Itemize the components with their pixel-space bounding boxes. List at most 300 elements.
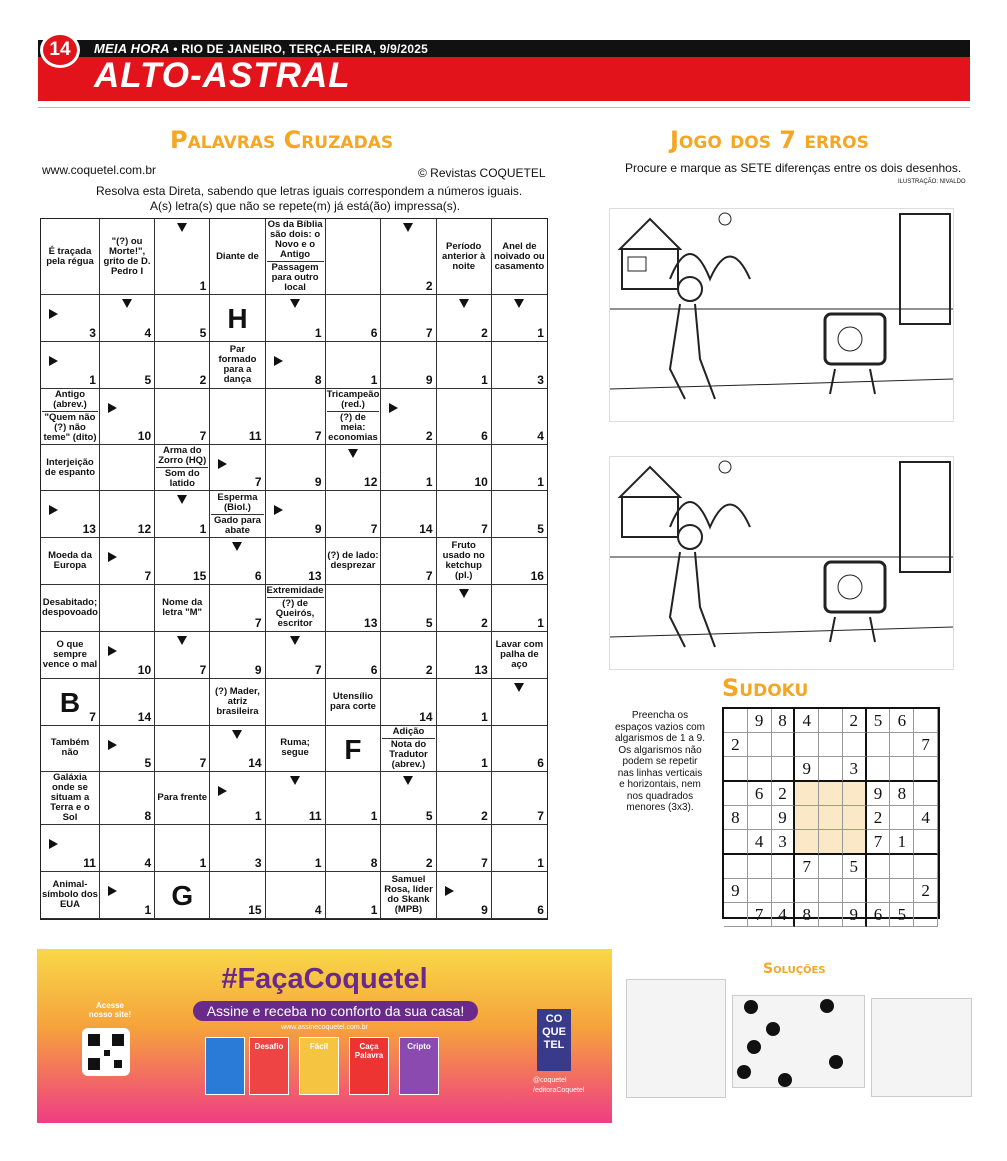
crossword-cell[interactable] <box>326 632 382 679</box>
crossword-clue <box>210 219 265 295</box>
sudoku-cell[interactable]: 6 <box>867 903 891 927</box>
sudoku-cell[interactable] <box>843 830 867 855</box>
clue-text: Utensílio para corte <box>330 690 376 712</box>
crossword-cell[interactable] <box>266 491 326 538</box>
cell-number: 13 <box>82 522 96 537</box>
crossword-cell[interactable] <box>381 679 436 726</box>
clue-text: (?) de lado: desprezar <box>327 550 379 572</box>
cell-number: 14 <box>248 756 262 771</box>
crossword-cell[interactable] <box>437 632 492 679</box>
sudoku-cell[interactable]: 6 <box>748 782 772 806</box>
cartoon-top[interactable] <box>609 208 954 422</box>
cell-number: 7 <box>314 428 322 443</box>
date-text: • RIO DE JANEIRO, TERÇA-FEIRA, 9/9/2025 <box>173 42 428 56</box>
right-arrow-icon <box>49 839 58 849</box>
sudoku-cell[interactable] <box>795 806 819 830</box>
cell-number: 10 <box>137 662 152 677</box>
crossword-cell[interactable] <box>437 445 492 492</box>
cell-number: 1 <box>370 372 378 387</box>
crossword-cell[interactable] <box>326 585 382 632</box>
cell-number: 3 <box>89 325 96 340</box>
crossword-cell[interactable] <box>326 772 382 825</box>
right-arrow-icon <box>274 505 283 515</box>
crossword-cell[interactable] <box>41 825 100 872</box>
sudoku-cell[interactable] <box>795 879 819 903</box>
sudoku-cell[interactable] <box>890 855 914 879</box>
cell-number: 1 <box>481 709 488 724</box>
crossword-clue <box>41 445 100 492</box>
crossword-cell[interactable] <box>155 632 210 679</box>
crossword-cell[interactable] <box>492 825 547 872</box>
clue-text: Extremidade <box>266 585 324 597</box>
sudoku-cell[interactable]: 9 <box>795 757 819 782</box>
crossword-clue <box>155 585 210 632</box>
sudoku-cell[interactable] <box>772 733 796 757</box>
sudoku-cell[interactable] <box>843 733 867 757</box>
sudoku-cell[interactable]: 2 <box>867 806 891 830</box>
crossword-cell[interactable] <box>100 491 155 538</box>
crossword-cell[interactable] <box>100 679 155 726</box>
sudoku-cell[interactable] <box>914 855 938 879</box>
clue-text: Esperma (Biol.) <box>217 491 258 513</box>
crossword-clue <box>155 445 210 492</box>
sudoku-cell[interactable]: 8 <box>772 709 796 733</box>
cell-number: 2 <box>425 279 433 293</box>
crossword-cell[interactable] <box>100 726 155 773</box>
crossword-cell[interactable] <box>326 726 382 773</box>
crossword-cell[interactable] <box>437 295 492 342</box>
crossword-cell[interactable] <box>155 295 210 342</box>
crossword-cell[interactable] <box>100 632 155 679</box>
sudoku-cell[interactable] <box>843 879 867 903</box>
sudoku-cell[interactable]: 4 <box>772 903 796 927</box>
crossword-cell[interactable] <box>266 679 326 726</box>
crossword-cell[interactable] <box>381 445 436 492</box>
sudoku-cell[interactable]: 6 <box>890 709 914 733</box>
sudoku-cell[interactable] <box>819 879 843 903</box>
crossword-cell[interactable] <box>210 872 265 919</box>
crossword-cell[interactable] <box>437 872 492 919</box>
magazine-cover[interactable]: Fácil <box>299 1037 339 1095</box>
sudoku-cell[interactable] <box>843 806 867 830</box>
cell-number: 2 <box>481 615 488 630</box>
sudoku-cell[interactable]: 7 <box>795 855 819 879</box>
crossword-cell[interactable] <box>210 295 265 342</box>
crossword-cell[interactable] <box>492 726 547 773</box>
ad-url[interactable]: www.assinecoquetel.com.br <box>281 1024 368 1031</box>
sudoku-cell[interactable]: 1 <box>890 830 914 855</box>
crossword-cell[interactable] <box>492 445 547 492</box>
crossword-cell[interactable] <box>155 342 210 389</box>
cell-number: 8 <box>370 856 378 871</box>
sudoku-cell[interactable]: 9 <box>724 879 748 903</box>
crossword-cell[interactable] <box>100 295 155 342</box>
sudoku-cell[interactable] <box>795 782 819 806</box>
cell-number: 5 <box>537 522 544 537</box>
crossword-cell[interactable] <box>155 726 210 773</box>
clue-text: Nota do Tradutor (abrev.) <box>389 738 428 770</box>
clue-text: Arma do Zorro (HQ) <box>158 445 207 467</box>
sudoku-cell[interactable] <box>914 757 938 782</box>
crossword-clue <box>266 219 326 295</box>
crossword-cell[interactable] <box>326 295 382 342</box>
cell-number: 12 <box>364 475 378 490</box>
coquetel-logo: CO QUE TEL <box>537 1009 571 1071</box>
social-facebook[interactable]: /editoraCoquetel <box>533 1087 585 1094</box>
sudoku-cell[interactable] <box>772 879 796 903</box>
sudoku-cell[interactable] <box>890 879 914 903</box>
right-arrow-icon <box>108 740 117 750</box>
down-arrow-icon <box>177 495 187 504</box>
crossword-cell[interactable] <box>381 772 436 825</box>
crossword-cell[interactable] <box>381 491 436 538</box>
sudoku-cell[interactable] <box>890 757 914 782</box>
cell-number: 6 <box>254 569 262 584</box>
coquetel-ad[interactable] <box>37 949 612 1123</box>
magazine-cover[interactable]: Desafio <box>249 1037 289 1095</box>
given-letter: B <box>59 686 81 718</box>
crossword-cell[interactable] <box>492 872 547 919</box>
crossword-cell[interactable] <box>100 772 155 825</box>
right-arrow-icon <box>274 356 283 366</box>
right-arrow-icon <box>389 403 398 413</box>
crossword-cell[interactable] <box>210 585 265 632</box>
sudoku-cell[interactable]: 4 <box>795 709 819 733</box>
sudoku-cell[interactable]: 4 <box>914 806 938 830</box>
cell-number: 7 <box>254 475 262 490</box>
crossword-cell[interactable] <box>210 772 265 825</box>
crossword-cell[interactable] <box>437 825 492 872</box>
crossword-cell[interactable] <box>326 491 382 538</box>
cell-number: 4 <box>537 428 544 443</box>
clue-text: Lavar com palha de aço <box>495 638 544 670</box>
crossword-cell[interactable] <box>100 872 155 919</box>
cell-number: 14 <box>137 709 152 724</box>
cell-number: 1 <box>314 325 322 340</box>
cell-number: 7 <box>199 428 207 443</box>
social-instagram[interactable]: @coquetel <box>533 1077 567 1084</box>
down-arrow-icon <box>348 449 358 458</box>
crossword-cell[interactable] <box>210 389 265 445</box>
sudoku-cell[interactable] <box>819 733 843 757</box>
crossword-clue <box>41 219 100 295</box>
crossword-cell[interactable] <box>437 726 492 773</box>
sudoku-cell[interactable] <box>914 709 938 733</box>
crossword-cell[interactable] <box>155 679 210 726</box>
sudoku-cell[interactable] <box>914 782 938 806</box>
crossword-cell[interactable] <box>492 679 547 726</box>
sudoku-cell[interactable] <box>724 855 748 879</box>
sudoku-cell[interactable] <box>748 757 772 782</box>
crossword-cell[interactable] <box>155 825 210 872</box>
sudoku-cell[interactable] <box>867 855 891 879</box>
cell-number: 9 <box>314 475 322 490</box>
sudoku-cell[interactable]: 8 <box>890 782 914 806</box>
sudoku-cell[interactable] <box>867 733 891 757</box>
crossword-cell[interactable] <box>210 726 265 773</box>
crossword-cell[interactable] <box>381 219 436 295</box>
crossword-cell[interactable] <box>41 491 100 538</box>
crossword-cell[interactable] <box>381 585 436 632</box>
sudoku-cell[interactable] <box>890 733 914 757</box>
crossword-cell[interactable] <box>381 389 436 445</box>
sudoku-cell[interactable]: 2 <box>772 782 796 806</box>
clue-text: O que sempre vence o mal <box>42 638 98 670</box>
right-arrow-icon <box>108 552 117 562</box>
cell-number: 2 <box>481 325 488 340</box>
crossword-cell[interactable] <box>381 825 436 872</box>
given-letter: G <box>171 880 194 912</box>
crossword-cell[interactable] <box>492 772 547 825</box>
instructions-2: A(s) letra(s) que não se repete(m) já está(ão) impressa(s). <box>150 199 461 213</box>
crossword-cell[interactable] <box>266 538 326 585</box>
cell-number: 5 <box>425 809 433 824</box>
sudoku-cell[interactable] <box>724 709 748 733</box>
ad-hashtag: #FaçaCoquetel <box>221 963 428 995</box>
error-markers <box>733 996 864 1087</box>
crossword-cell[interactable] <box>210 445 265 492</box>
sudoku-cell[interactable] <box>748 879 772 903</box>
crossword-cell[interactable] <box>492 295 547 342</box>
clue-text: Ruma; segue <box>280 737 310 759</box>
sudoku-cell[interactable] <box>914 903 938 927</box>
sudoku-cell[interactable] <box>748 855 772 879</box>
sudoku-cell[interactable] <box>819 830 843 855</box>
right-arrow-icon <box>49 505 58 515</box>
crossword-cell[interactable] <box>155 491 210 538</box>
sudoku-cell[interactable]: 7 <box>748 903 772 927</box>
sudoku-cell[interactable]: 2 <box>914 879 938 903</box>
crossword-cell[interactable] <box>437 585 492 632</box>
cell-number: 7 <box>481 522 488 537</box>
crossword-cell[interactable] <box>437 772 492 825</box>
sudoku-instructions: Preencha os espaços vazios com algarismos de 1 a 9. Os algarismos não podem se repetir nas linhas verticais e horizontais, nem nos quadrados menores (3x3). <box>614 710 706 813</box>
cell-number: 1 <box>89 372 96 387</box>
sudoku-cell[interactable]: 5 <box>843 855 867 879</box>
cell-number: 9 <box>425 372 433 387</box>
crossword-cell[interactable] <box>41 342 100 389</box>
sudoku-cell[interactable]: 9 <box>843 903 867 927</box>
crossword-cell[interactable] <box>437 679 492 726</box>
sudoku-cell[interactable] <box>867 879 891 903</box>
crossword-cell[interactable] <box>41 679 100 726</box>
sudoku-cell[interactable]: 7 <box>867 830 891 855</box>
crossword-cell[interactable] <box>326 342 382 389</box>
down-arrow-icon <box>514 299 524 308</box>
sudoku-cell[interactable]: 9 <box>772 806 796 830</box>
sudoku-cell[interactable] <box>795 733 819 757</box>
magazine-cover[interactable] <box>205 1037 245 1095</box>
sudoku-cell[interactable]: 3 <box>772 830 796 855</box>
crossword-clue <box>326 679 382 726</box>
down-arrow-icon <box>290 636 300 645</box>
cell-number: 7 <box>425 325 433 340</box>
cell-number: 15 <box>248 902 262 917</box>
crossword-cell[interactable] <box>210 538 265 585</box>
crossword-cell[interactable] <box>210 632 265 679</box>
sudoku-cell[interactable] <box>819 903 843 927</box>
right-arrow-icon <box>49 356 58 366</box>
clue-text: Gado para abate <box>213 514 261 536</box>
cell-number: 7 <box>370 522 378 537</box>
crossword-cell[interactable] <box>326 445 382 492</box>
cell-number: 6 <box>370 662 378 677</box>
sudoku-cell[interactable] <box>748 733 772 757</box>
crossword-cell[interactable] <box>326 825 382 872</box>
crossword-cell[interactable] <box>100 389 155 445</box>
cell-number: 1 <box>481 756 488 771</box>
crossword-cell[interactable] <box>437 342 492 389</box>
crossword-cell[interactable] <box>100 585 155 632</box>
crossword-cell[interactable] <box>437 491 492 538</box>
crossword-cell[interactable] <box>266 342 326 389</box>
crossword-cell[interactable] <box>266 445 326 492</box>
cell-number: 2 <box>425 856 433 871</box>
sudoku-cell[interactable]: 2 <box>724 733 748 757</box>
sudoku-cell[interactable] <box>724 757 748 782</box>
crossword-cell[interactable] <box>492 538 547 585</box>
crossword-cell[interactable] <box>326 219 382 295</box>
crossword-clue <box>437 219 492 295</box>
crossword-cell[interactable] <box>492 389 547 445</box>
sudoku-cell[interactable] <box>772 757 796 782</box>
crossword-clue <box>492 632 547 679</box>
sudoku-cell[interactable]: 7 <box>914 733 938 757</box>
crossword-cell[interactable] <box>210 825 265 872</box>
sudoku-cell[interactable]: 4 <box>748 830 772 855</box>
crossword-cell[interactable] <box>266 389 326 445</box>
sudoku-cell[interactable]: 9 <box>867 782 891 806</box>
cell-number: 1 <box>370 809 378 824</box>
sudoku-cell[interactable] <box>867 757 891 782</box>
instructions-1: Resolva esta Direta, sabendo que letras iguais correspondem a números iguais. <box>96 184 523 198</box>
sudoku-cell[interactable] <box>724 830 748 855</box>
crossword-clue <box>326 538 382 585</box>
down-arrow-icon <box>459 299 469 308</box>
sudoku-cell[interactable]: 9 <box>748 709 772 733</box>
cell-number: 6 <box>481 428 488 443</box>
crossword-cell[interactable] <box>41 295 100 342</box>
sudoku-cell[interactable] <box>890 806 914 830</box>
down-arrow-icon <box>403 776 413 785</box>
crossword-cell[interactable] <box>381 538 436 585</box>
clue-text: Par formado para a dança <box>218 343 257 385</box>
sudoku-cell[interactable]: 2 <box>843 709 867 733</box>
right-arrow-icon <box>218 459 227 469</box>
right-arrow-icon <box>108 403 117 413</box>
magazine-cover[interactable]: Cripto <box>399 1037 439 1095</box>
clue-text: Antigo (abrev.) <box>53 388 87 410</box>
given-letter: H <box>227 303 248 334</box>
cell-number: 7 <box>254 615 262 630</box>
crossword-cell[interactable] <box>492 342 547 389</box>
crossword-clue <box>41 772 100 825</box>
crossword-cell[interactable] <box>100 445 155 492</box>
cartoon-bottom[interactable] <box>609 456 954 670</box>
cell-number: 10 <box>137 428 152 443</box>
sudoku-solution <box>871 998 972 1097</box>
cartoon-top-illustration <box>610 209 953 421</box>
cell-number: 1 <box>370 902 378 917</box>
crossword-cell[interactable] <box>155 538 210 585</box>
right-arrow-icon <box>108 646 117 656</box>
illustration-credit: ILUSTRAÇÃO: NIVALDO <box>898 179 966 185</box>
crossword-cell[interactable] <box>492 585 547 632</box>
cell-number: 2 <box>481 809 488 824</box>
clue-text: É traçada pela régua <box>46 245 94 267</box>
sudoku-cell[interactable] <box>914 830 938 855</box>
crossword-cell[interactable] <box>100 825 155 872</box>
sudoku-cell[interactable]: 8 <box>795 903 819 927</box>
sudoku-cell[interactable] <box>724 782 748 806</box>
sudoku-cell[interactable] <box>819 757 843 782</box>
cell-number: 1 <box>537 615 544 630</box>
cell-number: 7 <box>89 709 96 724</box>
cell-number: 6 <box>370 325 378 340</box>
magazine-cover[interactable]: Caça Palavra <box>349 1037 389 1095</box>
crossword-cell[interactable] <box>266 825 326 872</box>
clue-text: Para frente <box>157 792 208 804</box>
sudoku-cell[interactable]: 8 <box>724 806 748 830</box>
cell-number: 8 <box>144 809 152 824</box>
cell-number: 7 <box>481 856 488 871</box>
crossword-cell[interactable] <box>155 219 210 295</box>
right-arrow-icon <box>49 309 58 319</box>
qr-code[interactable] <box>82 1028 130 1076</box>
sudoku-cell[interactable] <box>819 806 843 830</box>
cell-number: 1 <box>144 902 152 917</box>
crossword-cell[interactable] <box>266 772 326 825</box>
crossword-cell[interactable] <box>100 538 155 585</box>
cell-number: 4 <box>314 902 322 917</box>
crossword-cell[interactable] <box>381 632 436 679</box>
sudoku-cell[interactable] <box>748 806 772 830</box>
down-arrow-icon <box>232 730 242 739</box>
cell-number: 1 <box>199 856 207 871</box>
sudoku-cell[interactable]: 3 <box>843 757 867 782</box>
crossword-cell[interactable] <box>100 342 155 389</box>
crossword-cell[interactable] <box>326 872 382 919</box>
cell-number: 1 <box>199 522 207 537</box>
sudoku-cell[interactable] <box>843 782 867 806</box>
cell-number: 1 <box>481 372 488 387</box>
sudoku-cell[interactable]: 5 <box>890 903 914 927</box>
cell-number: 4 <box>144 325 152 340</box>
crossword-cell[interactable] <box>155 389 210 445</box>
crossword-cell[interactable] <box>155 872 210 919</box>
crossword-cell[interactable] <box>266 632 326 679</box>
sudoku-cell[interactable] <box>819 855 843 879</box>
crossword-cell[interactable] <box>266 295 326 342</box>
crossword-cell[interactable] <box>381 295 436 342</box>
crossword-cell[interactable] <box>492 491 547 538</box>
sudoku-cell[interactable] <box>819 782 843 806</box>
cell-number: 14 <box>419 522 433 537</box>
crossword-cell[interactable] <box>381 342 436 389</box>
sudoku-cell[interactable]: 5 <box>867 709 891 733</box>
qr-label: Acesse nosso site! <box>88 1001 132 1019</box>
crossword-clue <box>41 726 100 773</box>
clue-text: Som do latido <box>164 468 200 490</box>
crossword-cell[interactable] <box>266 872 326 919</box>
sudoku-cell[interactable] <box>724 903 748 927</box>
clue-text: Nome da letra "M" <box>162 596 203 618</box>
sudoku-cell[interactable] <box>772 855 796 879</box>
clue-text: Moeda da Europa <box>48 550 92 572</box>
sudoku-cell[interactable] <box>819 709 843 733</box>
sudoku-cell[interactable] <box>795 830 819 855</box>
crossword-cell[interactable] <box>437 389 492 445</box>
